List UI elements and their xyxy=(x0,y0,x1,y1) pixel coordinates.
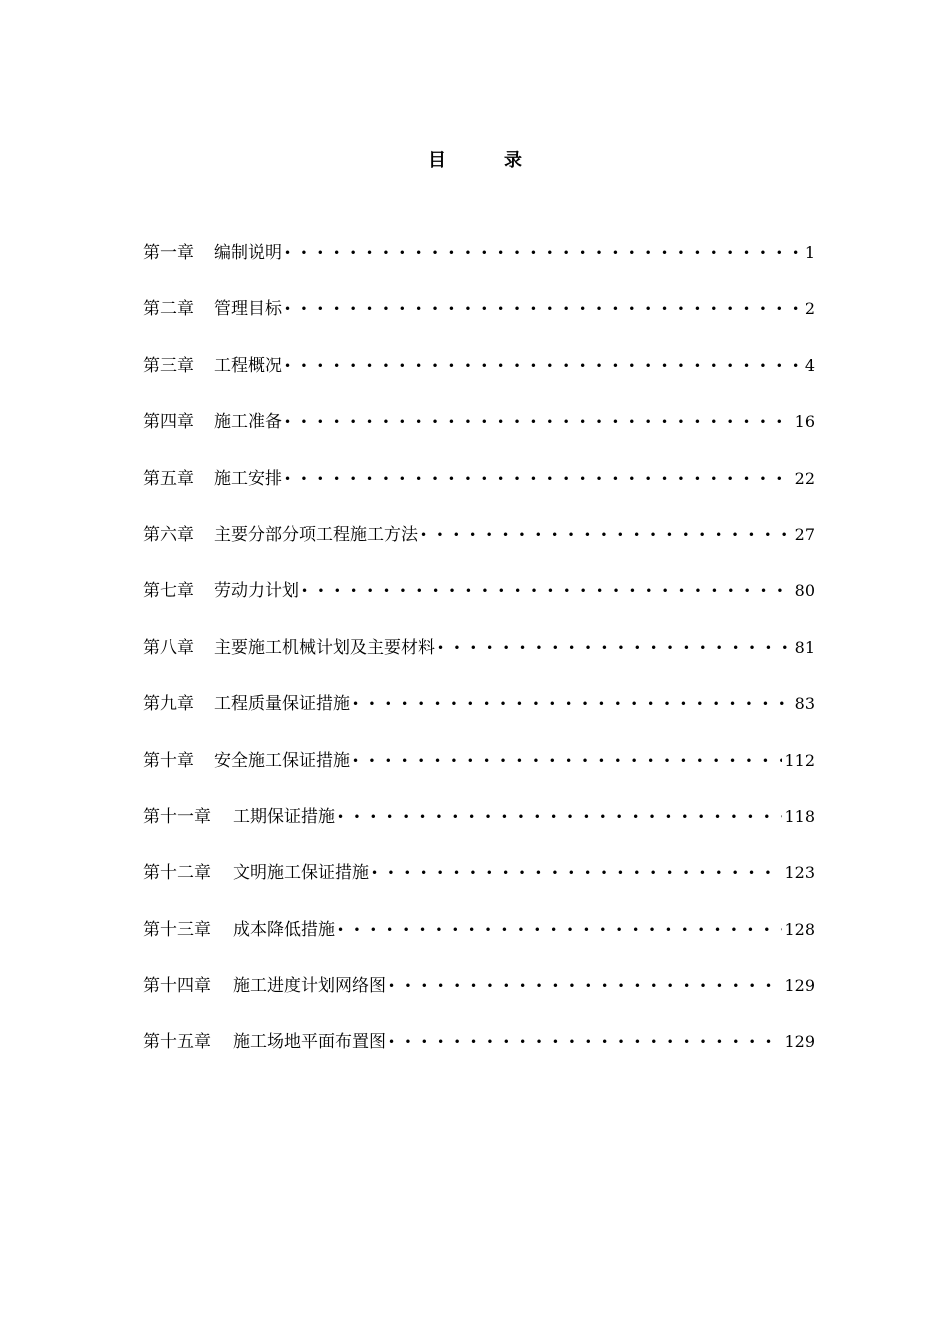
toc-chapter-title: 主要分部分项工程施工方法 xyxy=(214,524,418,545)
toc-entry[interactable] xyxy=(143,744,815,800)
dot-leader xyxy=(388,1025,782,1059)
toc-chapter-number: 第四章 xyxy=(143,412,194,433)
toc-page-number: 4 xyxy=(804,355,815,375)
toc-entry[interactable] xyxy=(143,574,815,630)
toc-entry[interactable] xyxy=(143,913,815,969)
toc-page-number: 83 xyxy=(794,694,815,714)
toc-chapter-number: 第十三章 xyxy=(143,919,211,940)
toc-chapter-title: 成本降低措施 xyxy=(233,919,335,940)
toc-chapter-title: 施工场地平面布置图 xyxy=(233,1032,386,1053)
toc-entry[interactable] xyxy=(143,518,815,574)
dot-leader xyxy=(284,462,793,496)
dot-leader xyxy=(337,800,782,834)
toc-page-number: 129 xyxy=(784,1032,815,1052)
dot-leader xyxy=(388,969,782,1003)
dot-leader xyxy=(437,631,793,665)
dot-leader xyxy=(301,574,793,608)
toc-chapter-number: 第九章 xyxy=(143,694,194,715)
toc-entry[interactable] xyxy=(143,1025,815,1081)
toc-entry[interactable] xyxy=(143,856,815,912)
toc-page-number: 129 xyxy=(784,976,815,996)
toc-entry[interactable] xyxy=(143,800,815,856)
toc-chapter-title: 安全施工保证措施 xyxy=(214,750,350,771)
dot-leader xyxy=(352,744,782,778)
dot-leader xyxy=(284,405,793,439)
toc-chapter-number: 第十章 xyxy=(143,750,194,771)
toc-page-number: 80 xyxy=(794,581,815,601)
toc-chapter-number: 第二章 xyxy=(143,299,194,320)
toc-page-number: 112 xyxy=(784,750,815,770)
title-char: 目 xyxy=(428,150,446,171)
toc-chapter-number: 第六章 xyxy=(143,524,194,545)
toc-chapter-number: 第七章 xyxy=(143,581,194,602)
toc-page-number: 2 xyxy=(804,299,815,319)
dot-leader xyxy=(352,687,793,721)
toc-page-number: 118 xyxy=(784,806,815,826)
dot-leader xyxy=(284,349,803,383)
dot-leader xyxy=(420,518,793,552)
toc-page-number: 16 xyxy=(794,412,815,432)
toc-chapter-title: 主要施工机械计划及主要材料 xyxy=(214,637,435,658)
toc-chapter-number: 第三章 xyxy=(143,355,194,376)
toc-page-number: 81 xyxy=(794,637,815,657)
toc-chapter-title: 工期保证措施 xyxy=(233,806,335,827)
toc-entry[interactable] xyxy=(143,969,815,1025)
toc-chapter-title: 工程概况 xyxy=(214,355,282,376)
dot-leader xyxy=(284,236,803,270)
toc-page-number: 128 xyxy=(784,919,815,939)
toc-page-number: 123 xyxy=(784,863,815,883)
toc-chapter-title: 编制说明 xyxy=(214,243,282,263)
toc-chapter-number: 第十四章 xyxy=(143,976,211,997)
toc-chapter-number: 第一章 xyxy=(143,243,194,263)
dot-leader xyxy=(284,292,803,326)
toc-chapter-title: 施工进度计划网络图 xyxy=(233,976,386,997)
toc-chapter-number: 第五章 xyxy=(143,468,194,489)
toc-chapter-title: 工程质量保证措施 xyxy=(214,694,350,715)
toc-page-number: 27 xyxy=(794,524,815,544)
dot-leader xyxy=(371,856,782,890)
toc-chapter-number: 第十一章 xyxy=(143,806,211,827)
toc-entry[interactable] xyxy=(143,292,815,348)
toc-chapter-title: 施工准备 xyxy=(214,412,282,433)
toc-page-number: 22 xyxy=(794,468,815,488)
page-title xyxy=(0,146,950,172)
toc-entry[interactable] xyxy=(143,236,815,292)
toc-chapter-title: 劳动力计划 xyxy=(214,581,299,602)
toc-entry[interactable] xyxy=(143,462,815,518)
toc-entry[interactable] xyxy=(143,405,815,461)
toc-chapter-title: 文明施工保证措施 xyxy=(233,863,369,884)
toc-chapter-number: 第十二章 xyxy=(143,863,211,884)
toc-chapter-title: 施工安排 xyxy=(214,468,282,489)
toc-chapter-number: 第十五章 xyxy=(143,1032,211,1053)
toc-entry[interactable] xyxy=(143,687,815,743)
toc-page-number: 1 xyxy=(804,243,815,262)
title-char: 录 xyxy=(504,150,522,171)
toc-chapter-title: 管理目标 xyxy=(214,299,282,320)
table-of-contents xyxy=(143,236,815,1082)
toc-entry[interactable] xyxy=(143,631,815,687)
toc-entry[interactable] xyxy=(143,349,815,405)
dot-leader xyxy=(337,913,782,947)
toc-chapter-number: 第八章 xyxy=(143,637,194,658)
